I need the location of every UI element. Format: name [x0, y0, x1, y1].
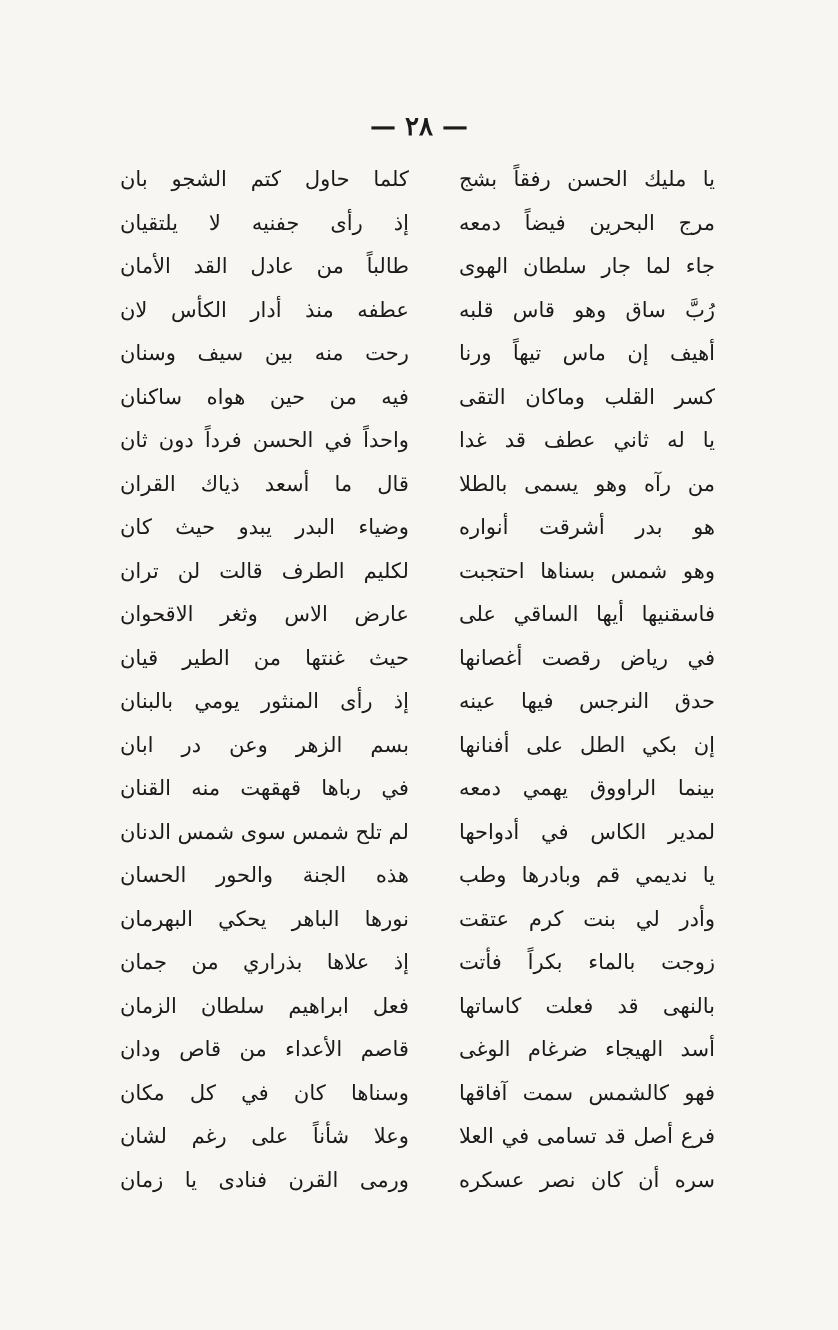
verse-left-hemistich-1: كلما حاول كتم الشجو بان [120, 167, 409, 191]
verse-left-hemistich-6: فيه من حين هواه ساكنان [120, 384, 409, 409]
verse-left-hemistich-12: حيث غنتها من الطير قيان [120, 645, 409, 670]
verse-right-hemistich-22: فهو كالشمس سمت آفاقها [458, 1080, 715, 1105]
verse-left-hemistich-5: رحت منه بين سيف وسنان [120, 341, 409, 365]
poem-left-column [120, 158, 409, 1218]
verse-right-hemistich-12: في رياض رقصت أغصانها [458, 645, 715, 670]
verse-right-hemistich-10: وهو شمس بسناها احتجبت [458, 558, 715, 583]
verse-left-hemistich-18: نورها الباهر يحكي البهرمان [120, 906, 409, 931]
verse-right-hemistich-21: أسد الهيجاء ضرغام الوغى [458, 1037, 715, 1061]
poem [120, 158, 715, 1218]
verse-left-hemistich-15: في رباها قهقهت منه القنان [120, 776, 409, 800]
verse-left-hemistich-19: إذ علاها بذراري من جمان [120, 950, 409, 974]
verse-left-hemistich-8: قال ما أسعد ذياك القران [120, 471, 409, 496]
verse-right-hemistich-16: لمدير الكاس في أدواحها [458, 819, 715, 844]
verse-right-hemistich-7: يا له ثاني عطف قد غدا [458, 428, 715, 452]
verse-right-hemistich-13: حدق النرجس فيها عينه [458, 689, 715, 713]
verse-left-hemistich-24: ورمى القرن فنادى يا زمان [120, 1167, 409, 1192]
verse-left-hemistich-13: إذ رأى المنثور يومي بالبنان [120, 689, 409, 713]
verse-left-hemistich-4: عطفه منذ أدار الكأس لان [120, 297, 409, 322]
verse-right-hemistich-14: إن بكي الطل على أفنانها [458, 732, 715, 757]
verse-right-hemistich-24: سره أن كان نصر عسكره [458, 1167, 715, 1192]
verse-right-hemistich-2: مرج البحرين فيضاً دمعه [458, 210, 715, 235]
verse-left-hemistich-20: فعل ابراهيم سلطان الزمان [120, 993, 409, 1018]
verse-left-hemistich-17: هذه الجنة والحور الحسان [120, 863, 409, 887]
verse-right-hemistich-23: فرع أصل قد تسامى في العلا [458, 1124, 715, 1148]
verse-left-hemistich-10: لكليم الطرف قالت لن تران [120, 558, 409, 583]
verse-right-hemistich-6: كسر القلب وماكان التقى [458, 384, 715, 409]
verse-right-hemistich-3: جاء لما جار سلطان الهوى [458, 254, 715, 278]
page-number: — ٢٨ — [369, 112, 469, 142]
verse-right-hemistich-15: بينما الراووق يهمي دمعه [458, 776, 715, 800]
verse-left-hemistich-23: وعلا شأناً على رغم لشان [120, 1124, 409, 1148]
verse-right-hemistich-9: هو بدر أشرقت أنواره [458, 515, 715, 539]
verse-right-hemistich-11: فاسقنيها أيها الساقي على [458, 602, 715, 626]
verse-right-hemistich-5: أهيف إن ماس تيهاً ورنا [458, 341, 715, 365]
verse-left-hemistich-11: عارض الاس وثغر الاقحوان [120, 602, 409, 626]
verse-left-hemistich-2: إذ رأى جفنيه لا يلتقيان [120, 210, 409, 235]
verse-right-hemistich-17: يا نديمي قم وبادرها وطب [458, 863, 715, 887]
verse-right-hemistich-8: من رآه وهو يسمى بالطلا [458, 471, 715, 496]
verse-right-hemistich-1: يا مليك الحسن رفقاً بشج [458, 167, 715, 191]
verse-left-hemistich-14: بسم الزهر وعن در ابان [120, 732, 409, 757]
verse-left-hemistich-16: لم تلح شمس سوى شمس الدنان [120, 819, 409, 844]
verse-right-hemistich-20: بالنهى قد فعلت كاساتها [458, 993, 715, 1018]
poem-right-column [459, 158, 715, 1218]
verse-right-hemistich-19: زوجت بالماء بكراً فأتت [458, 950, 715, 974]
verse-left-hemistich-3: طالباً من عادل القد الأمان [120, 254, 409, 278]
verse-left-hemistich-9: وضياء البدر يبدو حيث كان [120, 515, 409, 539]
verse-right-hemistich-4: رُبَّ ساق وهو قاس قلبه [458, 297, 715, 322]
verse-left-hemistich-21: قاصم الأعداء من قاص ودان [120, 1037, 409, 1061]
verse-left-hemistich-22: وسناها كان في كل مكان [120, 1080, 409, 1105]
verse-right-hemistich-18: وأدر لي بنت كرم عتقت [458, 906, 715, 931]
verse-left-hemistich-7: واحداً في الحسن فرداً دون ثان [120, 428, 409, 452]
